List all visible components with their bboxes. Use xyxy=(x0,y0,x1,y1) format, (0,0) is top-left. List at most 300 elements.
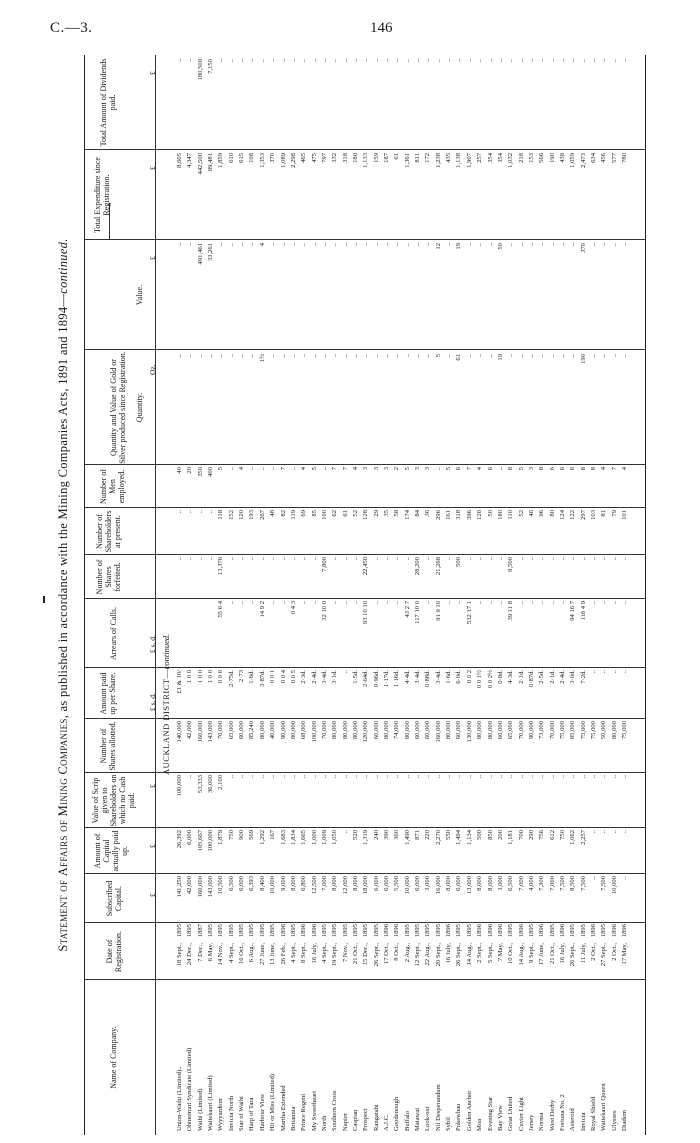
cell-shares: 68,000 xyxy=(300,721,308,740)
statement-title xyxy=(50,55,76,1135)
cell-year: 1895 xyxy=(372,924,380,938)
cell-quantity: .. xyxy=(196,354,204,358)
cell-expenditure: 172 xyxy=(424,153,432,163)
cell-date: 4 Sept., xyxy=(320,943,328,963)
cell-men: 7 xyxy=(341,467,349,471)
cell-holders: 52 xyxy=(351,510,359,517)
cell-arrears: .. xyxy=(424,601,432,605)
table-row xyxy=(496,55,506,1135)
cell-men: .. xyxy=(258,467,266,471)
cell-expenditure: 797 xyxy=(320,153,328,163)
cell-arrears: .. xyxy=(476,601,484,605)
table-row xyxy=(620,55,630,1135)
cell-expenditure: 442,500 xyxy=(196,153,204,175)
cell-value: .. xyxy=(289,243,297,247)
cell-subscribed: 7,000 xyxy=(517,876,525,891)
cell-value: 19 xyxy=(455,243,463,250)
cell-quantity: .. xyxy=(351,354,359,358)
cell-holders: 84 xyxy=(414,510,422,517)
cell-forfeited: .. xyxy=(289,557,297,561)
cell-shares: 60,000 xyxy=(496,721,504,740)
cell-quantity: .. xyxy=(362,354,370,358)
cell-paidper: 2·3d. xyxy=(300,670,308,684)
cell-quantity: .. xyxy=(414,354,422,358)
cell-year: 1896 xyxy=(300,924,308,938)
cell-dividends: .. xyxy=(351,59,359,63)
table-row xyxy=(589,55,599,1135)
header-forfeited: Number of Shares forfeited. xyxy=(95,559,122,595)
cell-expenditure: 780 xyxy=(621,153,629,163)
cell-paidper: 2·1d. xyxy=(548,670,556,684)
cell-holders: 296 xyxy=(434,510,442,520)
cell-holders: 120 xyxy=(238,510,246,520)
cell-men: 20 xyxy=(186,467,194,474)
cell-date: 2 Oct., xyxy=(610,943,618,961)
cell-dividends: .. xyxy=(455,59,463,63)
cell-men: 5 xyxy=(517,467,525,471)
cell-forfeited: .. xyxy=(383,557,390,561)
cell-value: 50 xyxy=(496,243,504,250)
cell-scrip: .. xyxy=(476,775,484,779)
cell-subscribed: 12,000 xyxy=(341,876,349,895)
cell-holders: 318 xyxy=(455,510,463,520)
cell-value: .. xyxy=(186,243,194,247)
cell-dividends: .. xyxy=(217,59,225,63)
cell-expenditure: 475 xyxy=(310,153,318,163)
cell-value: .. xyxy=(383,243,390,247)
cell-paidper: 7·2d. xyxy=(579,670,587,684)
district-name: AUCKLAND DISTRICT— xyxy=(161,669,171,775)
cell-paidper: 1·6d. xyxy=(248,670,256,684)
cell-subscribed: 7,000 xyxy=(548,876,556,891)
cell-year: 1895 xyxy=(434,924,442,938)
cell-paidper: 6·0d. xyxy=(455,670,463,684)
cell-quantity: .. xyxy=(403,354,411,358)
cell-subscribed: 18,000 xyxy=(362,876,370,895)
cell-shares: 80,000 xyxy=(289,721,297,740)
cell-holders: 119 xyxy=(289,510,297,520)
cell-forfeited: .. xyxy=(207,557,215,561)
cell-subscribed: 6,000 xyxy=(455,876,463,891)
cell-expenditure: 456 xyxy=(600,153,608,163)
cell-value: .. xyxy=(569,243,577,247)
cell-year: 1895 xyxy=(207,924,215,938)
cell-paid: 1,292 xyxy=(258,830,266,845)
cell-paidper: 1 0 0 xyxy=(207,670,215,684)
title-caps: Affairs of Mining Companies, xyxy=(56,714,70,877)
cell-name: Rangatahi xyxy=(372,1104,380,1131)
table-row xyxy=(258,55,268,1135)
cell-shares: 80,000 xyxy=(258,721,266,740)
cell-quantity: 61 xyxy=(455,354,463,361)
cell-quantity: .. xyxy=(279,354,287,358)
cell-shares: 85,000 xyxy=(569,721,577,740)
cell-scrip: .. xyxy=(445,775,453,779)
cell-quantity: .. xyxy=(507,354,515,358)
cell-subscribed: .. xyxy=(621,876,629,880)
cell-value: .. xyxy=(248,243,256,247)
cell-date: 13 June, xyxy=(269,943,277,965)
cell-holders: 82 xyxy=(279,510,287,517)
header-arrears: Arrears of Calls. xyxy=(109,606,118,661)
cell-value: .. xyxy=(300,243,308,247)
cell-year: 1895 xyxy=(186,924,194,938)
cell-scrip: .. xyxy=(455,775,463,779)
cell-shares: 70,000 xyxy=(548,721,556,740)
cell-shares: 73,000 xyxy=(538,721,546,740)
cell-men: 6 xyxy=(455,467,463,471)
cell-men: 5 xyxy=(217,467,225,471)
cell-subscribed: 7,000 xyxy=(320,876,328,891)
cell-scrip: .. xyxy=(393,775,401,779)
cell-expenditure: 1,059 xyxy=(569,153,577,168)
cell-paidper: 0·88d. xyxy=(424,670,432,688)
cell-subscribed: 8,000 xyxy=(351,876,359,891)
cell-subscribed: 160,000 xyxy=(196,876,204,898)
cell-paid: 550 xyxy=(445,830,453,840)
cell-holders: 50 xyxy=(486,510,494,517)
cell-paidper: .. xyxy=(600,670,608,674)
cell-dividends: .. xyxy=(600,59,608,63)
cell-paid: 500 xyxy=(476,830,484,840)
cell-holders: 58 xyxy=(393,510,401,517)
cell-shares: 160,000 xyxy=(196,721,204,743)
cell-dividends: .. xyxy=(310,59,318,63)
cell-expenditure: 1,133 xyxy=(362,153,370,168)
cell-men: 6 xyxy=(569,467,577,471)
cell-men: .. xyxy=(248,467,256,471)
cell-quantity: .. xyxy=(320,354,328,358)
table-row xyxy=(454,55,464,1135)
table-row xyxy=(289,55,299,1135)
cell-quantity: .. xyxy=(227,354,235,358)
cell-quantity: .. xyxy=(341,354,349,358)
cell-holders: 124 xyxy=(558,510,566,520)
cell-scrip: .. xyxy=(279,775,287,779)
cell-forfeited: 7,800 xyxy=(320,557,328,572)
table-row xyxy=(382,55,392,1135)
cell-dividends: .. xyxy=(320,59,328,63)
cell-expenditure: 577 xyxy=(610,153,618,163)
cell-paidper: 4·3d. xyxy=(507,670,515,684)
cell-subscribed: 8,000 xyxy=(445,876,453,891)
cell-name: Napier xyxy=(341,1113,349,1131)
cell-arrears: .. xyxy=(351,601,359,605)
cell-shares: 70,000 xyxy=(320,721,328,740)
cell-arrears: .. xyxy=(538,601,546,605)
cell-quantity: .. xyxy=(569,354,577,358)
cell-dividends: .. xyxy=(610,59,618,63)
unit-expenditure: £ xyxy=(148,166,157,170)
cell-scrip: .. xyxy=(465,775,473,779)
cell-expenditure: 1,859 xyxy=(217,153,225,168)
cell-paidper: 1 0 0 xyxy=(196,670,204,684)
cell-expenditure: 1,032 xyxy=(507,153,515,168)
cell-shares: 60,000 xyxy=(238,721,246,740)
cell-expenditure: 1,238 xyxy=(434,153,442,168)
cell-value: .. xyxy=(341,243,349,247)
cell-paidper: 1·16d. xyxy=(393,670,401,688)
table-row xyxy=(423,55,433,1135)
cell-paid: 1,319 xyxy=(362,830,370,845)
cell-value: 4 xyxy=(258,243,266,247)
cell-arrears: .. xyxy=(496,601,504,605)
cell-holders: 48 xyxy=(269,510,277,517)
cell-year: 1895 xyxy=(527,924,535,938)
cell-paidper: 2·5d. xyxy=(538,670,546,684)
cell-name: Jersey xyxy=(527,1114,535,1131)
cell-name: Star of Waihi xyxy=(238,1096,246,1131)
unit-paidper: £ s. d. xyxy=(148,693,157,711)
cell-paidper: 1·17d. xyxy=(383,670,390,688)
cell-arrears: 39 11 8 xyxy=(507,601,515,621)
header-paid: Amount of Capital actually paid up. xyxy=(93,830,129,872)
cell-name: West Derby xyxy=(548,1099,556,1131)
cell-subscribed: 8,000 xyxy=(486,876,494,891)
cell-forfeited: .. xyxy=(269,557,277,561)
cell-name: Southern Cross xyxy=(331,1090,339,1131)
cell-men: 4 xyxy=(300,467,308,471)
cell-year: 1895 xyxy=(569,924,577,938)
cell-scrip: .. xyxy=(289,775,297,779)
table-row xyxy=(599,55,609,1135)
cell-name: Wyyyardton xyxy=(217,1098,225,1131)
cell-expenditure: 1,089 xyxy=(279,153,287,168)
cell-date: 8 Sept., xyxy=(300,943,308,963)
cell-paidper: 1·6d. xyxy=(445,670,453,684)
cell-value: .. xyxy=(507,243,515,247)
cell-date: 8 Oct., xyxy=(393,943,401,961)
cell-paidper: 2·4d. xyxy=(558,670,566,684)
cell-arrears: .. xyxy=(238,601,246,605)
cell-men: 3 xyxy=(527,467,535,471)
cell-date: 18 Sept., xyxy=(176,943,183,967)
cell-holders: 100 xyxy=(320,510,328,520)
cell-scrip: .. xyxy=(269,775,277,779)
cell-value: .. xyxy=(590,243,597,247)
cell-year: 1896 xyxy=(476,924,484,938)
cell-dividends: .. xyxy=(548,59,556,63)
unit-scrip: £ xyxy=(148,784,157,788)
cell-name: Caspian xyxy=(351,1109,359,1131)
page-number: 146 xyxy=(370,20,393,36)
cell-scrip: .. xyxy=(621,775,629,779)
cell-forfeited: .. xyxy=(393,557,401,561)
cell-year: 1896 xyxy=(279,924,287,938)
cell-expenditure: 610 xyxy=(227,153,235,163)
cell-name: Great United xyxy=(507,1096,515,1131)
cell-year: 1896 xyxy=(445,924,453,938)
cell-quantity: .. xyxy=(600,354,608,358)
cell-value: .. xyxy=(217,243,225,247)
cell-forfeited: .. xyxy=(248,557,256,561)
cell-year: 1895 xyxy=(600,924,608,938)
cell-paid: 569 xyxy=(248,830,256,840)
cell-dividends: .. xyxy=(414,59,422,63)
cell-forfeited: .. xyxy=(569,557,577,561)
cell-paid: 1,494 xyxy=(455,830,463,845)
cell-dividends: .. xyxy=(558,59,566,63)
cell-year: 1895 xyxy=(331,924,339,938)
cell-arrears: .. xyxy=(548,601,556,605)
header-dividends: Total Amount of Dividends paid. xyxy=(99,58,117,147)
cell-date: 2 Aug., xyxy=(403,943,411,963)
cell-paidper: 0 0 2½ xyxy=(486,670,494,689)
cell-date: 26 Sept., xyxy=(569,943,577,967)
cell-name: Sybil xyxy=(445,1117,453,1131)
cell-subscribed: 10,000 xyxy=(269,876,277,895)
cell-subscribed: 143,000 xyxy=(207,876,215,898)
cell-date: 7 May, xyxy=(496,943,504,962)
cell-dividends: .. xyxy=(621,59,629,63)
cell-paid: 1,834 xyxy=(289,830,297,845)
cell-holders: 46 xyxy=(527,510,535,517)
cell-shares: 75,000 xyxy=(558,721,566,740)
cell-date: 17 May, xyxy=(621,943,629,965)
table-row xyxy=(392,55,402,1135)
cell-date: 15 Dec., xyxy=(362,943,370,966)
cell-dividends: .. xyxy=(186,59,194,63)
cell-paid: 200 xyxy=(496,830,504,840)
cell-year: 1896 xyxy=(393,924,401,938)
table-row xyxy=(310,55,320,1135)
table-row xyxy=(486,55,496,1135)
cell-paidper: 1 0 0 xyxy=(186,670,194,684)
cell-year: 1896 xyxy=(486,924,494,938)
cell-subscribed: 10,000 xyxy=(610,876,618,895)
cell-expenditure: 108 xyxy=(248,153,256,163)
cell-paidper: 2·73 xyxy=(238,670,246,683)
cell-dividends: .. xyxy=(300,59,308,63)
cell-dividends: .. xyxy=(517,59,525,63)
cell-year: 1895 xyxy=(403,924,411,938)
cell-dividends: .. xyxy=(176,59,183,63)
cell-dividends: .. xyxy=(279,59,287,63)
cell-name: Waitekauri Queen xyxy=(600,1083,608,1131)
cell-men: 350 xyxy=(196,467,204,477)
cell-shares: 75,000 xyxy=(621,721,629,740)
table-row xyxy=(361,55,371,1135)
cell-year: 1895 xyxy=(579,924,587,938)
table-row xyxy=(558,55,568,1135)
cell-arrears: 94 16 7 xyxy=(569,601,577,621)
cell-paidper: 0·96d. xyxy=(372,670,380,688)
cell-paid: 1,879 xyxy=(217,830,225,845)
cell-expenditure: 180 xyxy=(351,153,359,163)
cell-scrip: .. xyxy=(434,775,442,779)
cell-quantity: .. xyxy=(621,354,629,358)
cell-quantity: .. xyxy=(476,354,484,358)
cell-paid: 2,270 xyxy=(434,830,442,845)
cell-quantity: .. xyxy=(538,354,546,358)
table-row xyxy=(237,55,247,1135)
cell-quantity: .. xyxy=(238,354,246,358)
cell-shares: 120,000 xyxy=(362,721,370,743)
cell-paid: 220 xyxy=(424,830,432,840)
cell-arrears: .. xyxy=(372,601,380,605)
cell-arrears: .. xyxy=(227,601,235,605)
cell-men: 7 xyxy=(610,467,618,471)
cell-name: Moa xyxy=(476,1118,484,1131)
cell-shares: 90,000 xyxy=(279,721,287,740)
cell-date: 14 Aug., xyxy=(517,943,525,966)
cell-scrip: .. xyxy=(486,775,494,779)
cell-expenditure: 354 xyxy=(496,153,504,163)
cell-holders: 103 xyxy=(590,510,597,520)
cell-expenditure: 4,347 xyxy=(186,153,194,168)
cell-holders: 122 xyxy=(569,510,577,520)
cell-subscribed: 16,000 xyxy=(434,876,442,895)
cell-paidper: .. xyxy=(590,670,597,674)
cell-men: 4 xyxy=(351,467,359,471)
cell-date: 10 Oct., xyxy=(507,943,515,965)
cell-scrip: .. xyxy=(403,775,411,779)
cell-date: 4 Sept., xyxy=(289,943,297,963)
cell-holders: 180 xyxy=(496,510,504,520)
unit-dividends: £ xyxy=(148,71,157,75)
cell-year: 1895 xyxy=(351,924,359,938)
cell-scrip: .. xyxy=(538,775,546,779)
cell-date: 16 July, xyxy=(445,943,453,964)
cell-subscribed: 10,000 xyxy=(403,876,411,895)
cell-date: 14 Nov., xyxy=(217,943,225,966)
cell-date: 12 Sept., xyxy=(414,943,422,967)
cell-forfeited: 13,376 xyxy=(217,557,225,576)
cell-arrears: 118 4 9 xyxy=(579,601,587,621)
cell-paidper: 0 0 6 xyxy=(217,670,225,684)
cell-expenditure: 1,138 xyxy=(455,153,463,168)
cell-value: .. xyxy=(517,243,525,247)
cell-date: 27 Sept., xyxy=(600,943,608,967)
cell-value: .. xyxy=(424,243,432,247)
cell-quantity: 1½ xyxy=(258,354,266,363)
cell-expenditure: 435 xyxy=(445,153,453,163)
cell-dividends: .. xyxy=(331,59,339,63)
table-row xyxy=(185,55,195,1135)
table-row xyxy=(227,55,237,1135)
cell-paidper: £1 & 10/ xyxy=(176,670,183,694)
unit-paid: £ xyxy=(148,844,157,848)
cell-expenditure: 332 xyxy=(331,153,339,163)
cell-men: 2 xyxy=(393,467,401,471)
rotated-table-sheet xyxy=(50,55,650,1135)
cell-value: .. xyxy=(362,243,370,247)
cell-holders: .. xyxy=(196,510,204,514)
header-rule xyxy=(155,55,156,1135)
cell-year: 1887 xyxy=(196,924,204,938)
cell-year: 1896 xyxy=(310,924,318,938)
cell-value: .. xyxy=(600,243,608,247)
cell-scrip: .. xyxy=(590,775,597,779)
cell-paidper: 0 0 1 xyxy=(269,670,277,684)
cell-forfeited: .. xyxy=(372,557,380,561)
table-row xyxy=(475,55,485,1135)
cell-shares: 80,000 xyxy=(351,721,359,740)
cell-expenditure: 465 xyxy=(300,153,308,163)
cell-men: 8 xyxy=(579,467,587,471)
cell-paid: .. xyxy=(341,830,349,834)
cell-expenditure: 1,361 xyxy=(403,153,411,168)
cell-paid: 871 xyxy=(414,830,422,840)
cell-scrip: .. xyxy=(310,775,318,779)
cell-scrip: .. xyxy=(600,775,608,779)
cell-paidper: 2·1d. xyxy=(517,670,525,684)
cell-forfeited: .. xyxy=(465,557,473,561)
cell-men: 4 xyxy=(621,467,629,471)
cell-shares: 80,000 xyxy=(445,721,453,740)
cell-quantity: .. xyxy=(372,354,380,358)
cell-subscribed: 5,500 xyxy=(393,876,401,891)
